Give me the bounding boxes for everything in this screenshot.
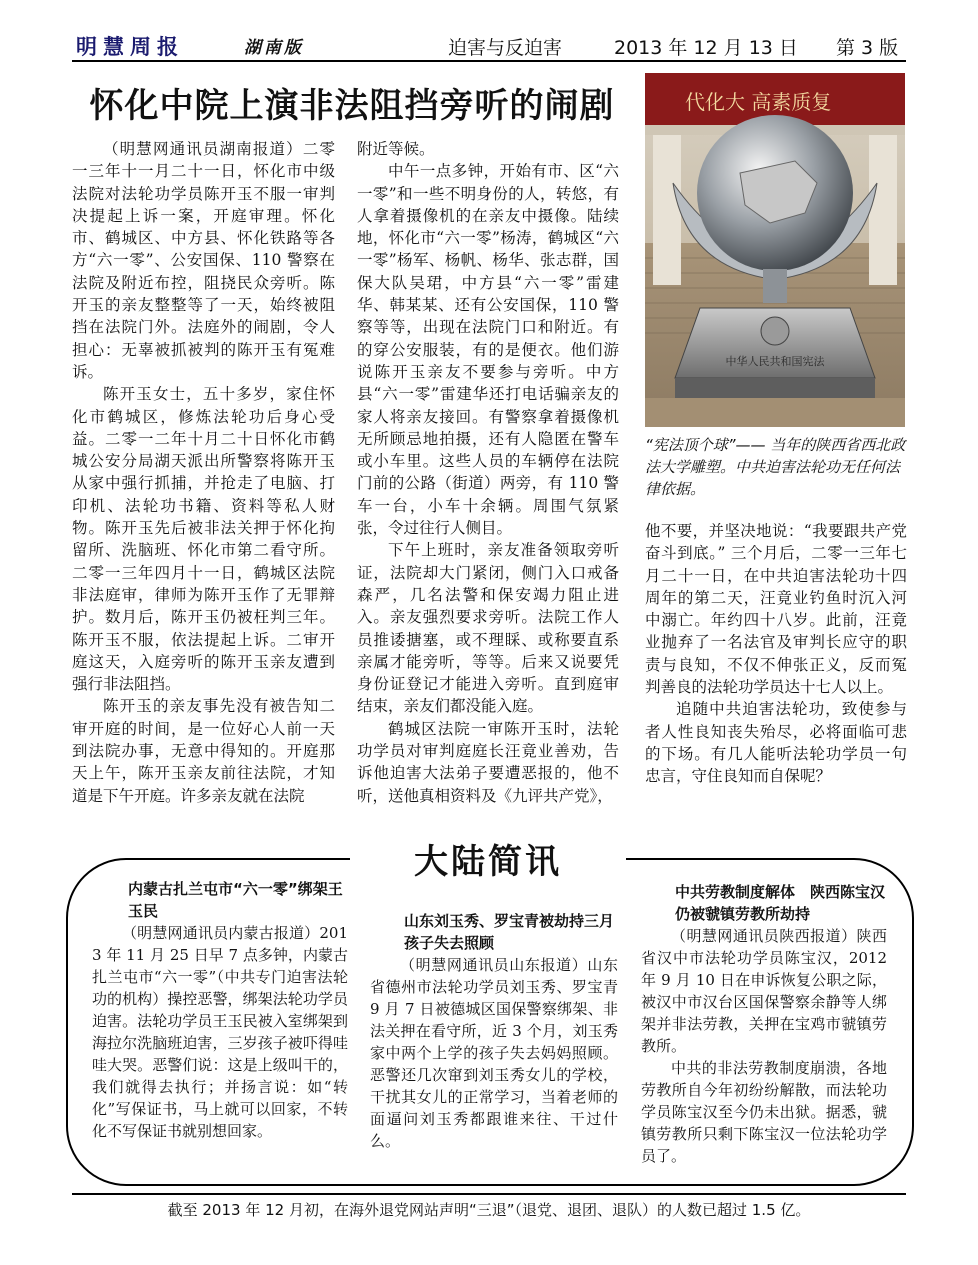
paragraph: 下午上班时，亲友准备领取旁听证，法院却大门紧闭，侧门入口戒备森严，几名法警和保安竭力阻止进入。亲友强烈要求旁听。法院工作人员推诿搪塞，或不理睬、或称要直系亲属才能旁听，等等。后来又说要凭身份证登记才能进入旁听。直到庭审结束，亲友们都没能入庭。 (357, 541, 619, 716)
article-column-3 (645, 520, 907, 788)
brief-title: 中共劳教制度解体 陕西陈宝汉仍被虢镇劳教所劫持 (675, 883, 886, 923)
brief-title: 内蒙古扎兰屯市“六一零”绑架王玉民 (128, 880, 343, 920)
footer-rule (72, 1193, 906, 1195)
header-rule (72, 60, 906, 62)
brief-title: 山东刘玉秀、罗宝青被劫持三月 孩子失去照顾 (404, 912, 630, 952)
photo-caption: “宪法顶个球”—— 当年的陕西省西北政法大学雕塑。中共迫害法轮功无任何法律依据。 (645, 436, 906, 498)
page-number: 第 3 版 (836, 37, 899, 59)
paragraph: 附近等候。 (357, 140, 435, 158)
brief-body (370, 954, 618, 1152)
paragraph: （明慧网通讯员湖南报道）二零一三年十一月二十一日，怀化市中级法院对法轮功学员陈开玉不服一审判决提起上诉一案，开庭审理。怀化市、鹤城区、中方县、怀化铁路等各方“六一零”、公安国保、110 警察在法院及附近布控，阻挠民众旁听。陈开玉的亲友整整等了一天，始终被阻挡在法院门外。法庭外的闹剧，令人担心：无辜被抓被判的陈开玉有冤难诉。 (72, 140, 335, 381)
sign-text: 代化大 高素质复 (685, 90, 832, 114)
issue-date: 2013 年 12 月 13 日 (614, 37, 798, 59)
article-headline: 怀化中院上演非法阻挡旁听的闹剧 (89, 86, 615, 126)
brief-body (92, 922, 348, 1142)
newspaper-brand: 明慧周报 (76, 34, 184, 59)
brief-item-1 (92, 878, 348, 1142)
brief-item-2 (370, 910, 630, 1152)
brief-body (641, 925, 887, 1167)
paragraph: 中共的非法劳教制度崩溃，各地劳教所自今年初纷纷解散，而法轮功学员陈宝汉至今仍未出狱。据悉，虢镇劳教所只剩下陈宝汉一位法轮功学员了。 (641, 1059, 887, 1165)
paragraph: （明慧网通讯员内蒙古报道）2013 年 11 月 25 日早 7 点多钟，内蒙古扎兰屯市“六一零”（中共专门迫害法轮功的机构）操控恶警，绑架法轮功学员迫害。法轮功学员王玉民被入室绑架到海拉尔洗脑班迫害，三岁孩子被吓得哇哇大哭。恶警们说：这是上级叫干的，我们就得去执行；并扬言说：如“转化”写保证书，马上就可以回家，不转化不写保证书就别想回家。 (92, 924, 348, 1140)
sculpture-photo (645, 73, 905, 427)
brief-item-3 (641, 881, 887, 1167)
article-column-1 (72, 138, 335, 807)
book-text: 中华人民共和国宪法 (725, 355, 825, 368)
paragraph: （明慧网通讯员山东报道）山东省德州市法轮功学员刘玉秀、罗宝青 9 月 7 日被德城区国保警察绑架、非法关押在看守所，近 3 个月，刘玉秀家中两个上学的孩子失去妈妈照顾。恶警还几次窜到刘玉秀女儿的学校，干扰其女儿的正常学习，当着老师的面逼问刘玉秀都跟谁来往、干过什么。 (370, 956, 618, 1150)
paragraph: （明慧网通讯员陕西报道）陕西省汉中市法轮功学员陈宝汉，2012 年 9 月 10 日在申诉恢复公职之际，被汉中市汉台区国保警察余静等人绑架并非法劳教，关押在宝鸡市虢镇劳教所。 (641, 927, 887, 1055)
paragraph: 鹤城区法院一审陈开玉时，法轮功学员对审判庭庭长汪竟业善劝，告诉他迫害大法弟子要遭恶报的，他不听，送他真相资料及《九评共产党》， (357, 719, 619, 805)
edition-label: 湖南版 (244, 38, 304, 58)
paragraph: 陈开玉女士，五十多岁，家住怀化市鹤城区，修炼法轮功后身心受益。二零一二年十月二十日怀化市鹤城公安分局湖天派出所警察将陈开玉从家中强行抓捕，并抢走了电脑、打印机、法轮功书籍、资料等私人财物。陈开玉先后被非法关押于怀化拘留所、洗脑班、怀化市第二看守所。二零一三年四月十一日，鹤城区法院非法庭审，律师为陈开玉作了无罪辩护。数月后，陈开玉仍被枉判三年。陈开玉不服，依法提起上诉。二审开庭这天，入庭旁听的陈开玉亲友遭到强行非法阻挡。 (72, 385, 335, 694)
paragraph: 中午一点多钟，开始有市、区“六一零”和一些不明身份的人，转悠，有人拿着摄像机的在亲友中摄像。陆续地，怀化市“六一零”杨涛，鹤城区“六一零”杨军、杨帆、杨华、张志群，国保大队吴珺，中方县“六一零”雷建华、韩某某、还有公安国保，110 警察等等，出现在法院门口和附近。有的穿公安服装，有的是便衣。他们游说陈开玉亲友不要参与旁听。中方县“六一零”雷建华还打电话骗亲友的家人将亲友接回。有警察拿着摄像机无所顾忌地拍摄，还有人隐匿在警车或小车里。这些人员的车辆停在法院门前的公路（街道）两旁，有 110 警车一台，小车十余辆。周围气氛紧张，令过往行人侧目。 (357, 162, 619, 538)
paragraph: 追随中共迫害法轮功，致使参与者人性良知丧失殆尽，必将面临可悲的下场。有几人能听法轮功学员一句忠言，守住良知而自保呢？ (645, 700, 907, 786)
footer-notice: 截至 2013 年 12 月初，在海外退党网站声明“三退”（退党、退团、退队）的人数已超过 1.5 亿。 (167, 1201, 811, 1219)
section-title: 迫害与反迫害 (448, 37, 563, 59)
article-column-2 (357, 138, 619, 807)
paragraph: 陈开玉的亲友事先没有被告知二审开庭的时间，是一位好心人前一天到法院办事，无意中得知的。开庭那天上午，陈开玉亲友前往法院，才知道是下午开庭。许多亲友就在法院 (72, 697, 335, 805)
paragraph: 他不要，并坚决地说：“我要跟共产党奋斗到底。” 三个月后，二零一三年七月二十一日，在中共迫害法轮功十四周年的第二天，汪竟业钓鱼时沉入河中溺亡。年约四十八岁。此前，汪竟业抛弃了一名法官及审判长应守的职责与良知，不仅不伸张正义，反而冤判善良的法轮功学员达十七人以上。 (645, 522, 907, 697)
briefs-title: 大陆简讯 (414, 842, 562, 882)
